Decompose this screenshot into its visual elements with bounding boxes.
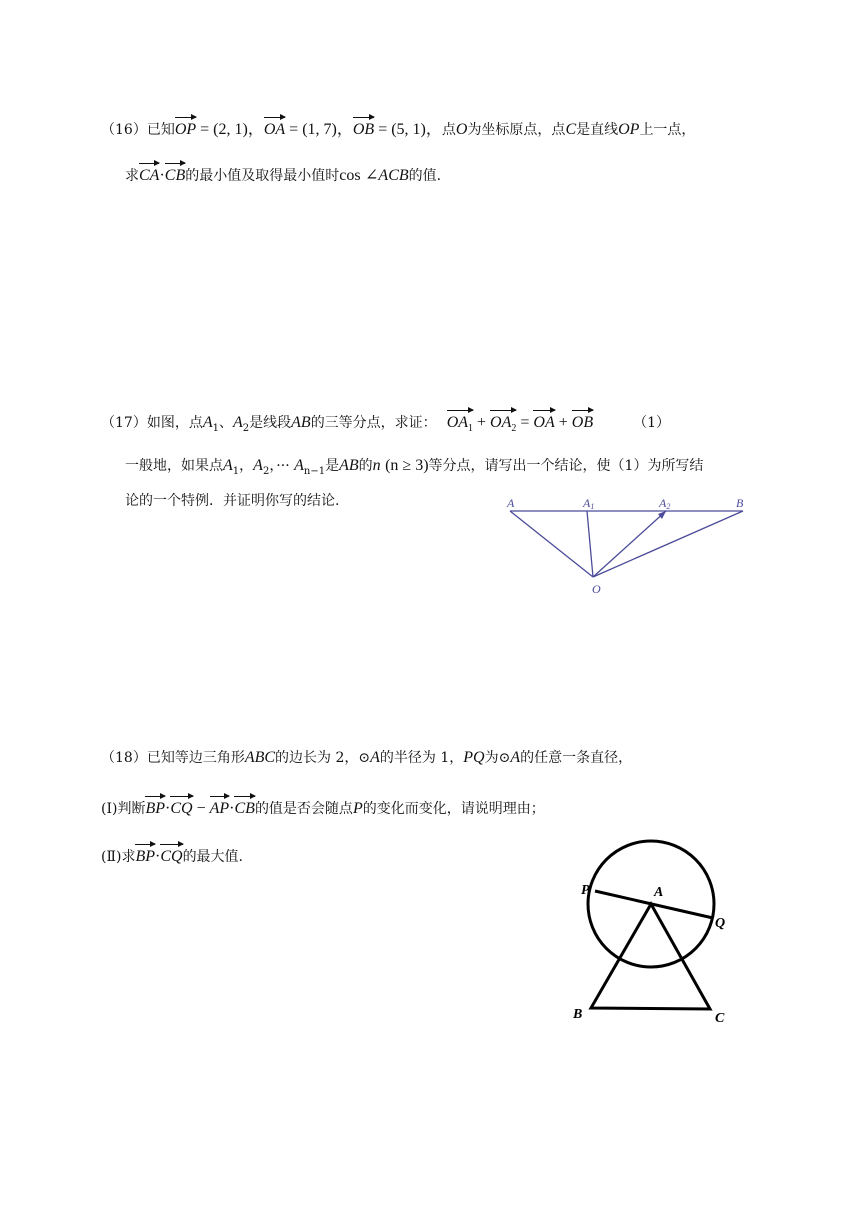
problem-18-part-2: (Ⅱ)求BP·CQ的最大值. [101,844,243,867]
problem-number: （16） [101,122,147,138]
vector-oa1: $OA_1$ [447,410,473,439]
vector-oa: OA [533,410,554,433]
segment-oa [510,511,593,577]
vector-ob: OB [353,117,374,140]
vector-cq: CQ [170,796,192,819]
vector-cb: CB [165,163,185,186]
segment-oa2 [593,511,666,577]
label-a2: A2 [659,496,671,511]
label-q: Q [715,916,726,931]
vector-ob: OB [572,410,593,433]
figure-18-diagram [566,836,746,1030]
vector-ap: AP [210,796,230,819]
label-a1: A1 [583,496,595,511]
problem-18-part-1: (Ⅰ)判断BP·CQ − AP·CB的值是否会随点P的变化而变化，请说明理由； [101,796,545,819]
vector-bp: BP [135,844,155,867]
figure-17-diagram [500,492,760,600]
triangle-abc [591,904,710,1009]
problem-17-line-1: （17）如图，点$A_1$、$A_2$是线段AB的三等分点，求证： $OA_1 + OA_2$ = OA + OB （1） [101,410,670,439]
equation-tag: （1） [633,415,671,431]
label-o: O [592,582,601,596]
vector-ca: CA [139,163,159,186]
vector-cq: CQ [160,844,182,867]
segment-ob [593,511,743,577]
vector-oa2: $OA_2$ [490,410,516,439]
segment-oa1 [587,511,593,577]
label-a: A [507,496,515,510]
vector-bp: BP [145,796,165,819]
problem-18-line-1: （18）已知等边三角形ABC的边长为 2，⊙A的半径为 1，PQ为⊙A的任意一条直径， [101,749,633,766]
label-p: P [581,883,590,898]
problem-17-line-2: 一般地，如果点$A_1$，$A_2$，··· $A_{n-1}$是AB的n (n ≥ 3)等分点，请写出一个结论，使（1）为所写结 [125,457,704,477]
problem-16-line-2: 求CA·CB的最小值及取得最小值时cos ∠ACB的值. [125,163,441,186]
vector-op: OP [175,117,196,140]
label-b: B [573,1007,583,1022]
vector-cb: CB [234,796,254,819]
problem-16-line-1: （16）已知OP = (2, 1)，OA = (1, 7)，OB = (5, 1)，点O为坐标原点，点C是直线OP上一点， [101,117,695,140]
label-b: B [736,496,744,510]
label-c: C [715,1011,725,1026]
problem-number: （18） [101,750,147,766]
problem-number: （17） [101,415,147,431]
vector-oa: OA [264,117,285,140]
problem-17-line-3: 论的一个特例．并证明你写的结论. [125,493,340,509]
label-a: A [654,885,664,900]
